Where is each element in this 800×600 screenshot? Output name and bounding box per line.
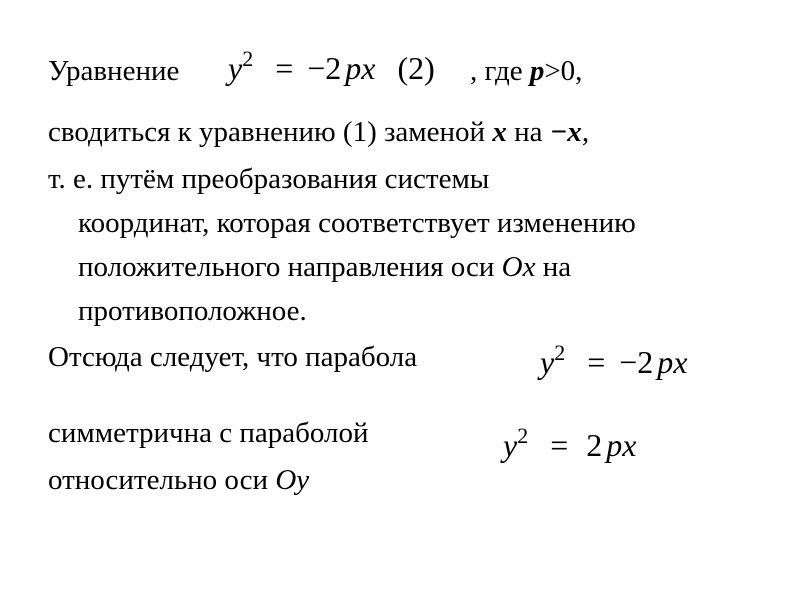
- formula-exponent: 2: [242, 46, 254, 71]
- line-opposite: [78, 297, 307, 326]
- on-text-2: на: [542, 251, 572, 283]
- comma: ,: [581, 116, 590, 148]
- hence-text: Отсюда следует, что парабола: [48, 341, 418, 373]
- transformation-text: т. е. путём преобразования системы: [48, 163, 490, 195]
- axis-oy: Oy: [275, 464, 310, 496]
- formula-y2-minus-2px-numbered: [228, 46, 435, 86]
- formula-exponent: 2: [517, 423, 529, 448]
- direction-text: положительного направления оси: [78, 251, 495, 283]
- formula-equals: =: [275, 50, 294, 86]
- formula-px: px: [657, 344, 688, 380]
- formula-coefficient: −2: [619, 344, 654, 380]
- line-symmetric: [48, 419, 369, 448]
- coordinates-text: координат, которая соответствует изменению: [78, 207, 636, 239]
- line-relative-axis: [48, 466, 309, 495]
- line-axis-direction: [78, 253, 571, 282]
- on-text: на: [514, 116, 543, 148]
- formula-var-y: y: [228, 50, 243, 86]
- line-equation-intro: [48, 57, 179, 86]
- equation-word: Уравнение: [48, 55, 180, 87]
- relative-text: относительно оси: [48, 464, 269, 496]
- formula-exponent: 2: [554, 340, 566, 365]
- formula-px: px: [345, 50, 376, 86]
- formula-coefficient: −2: [307, 50, 342, 86]
- formula-equals: =: [587, 344, 606, 380]
- where-text: , где: [470, 55, 523, 87]
- condition-text: >0,: [544, 55, 583, 87]
- formula-var-y: y: [540, 344, 555, 380]
- formula-equals: =: [550, 427, 569, 463]
- line-coordinates: [78, 209, 636, 238]
- axis-ox: Ox: [501, 251, 536, 283]
- formula-y2-2px: [503, 423, 637, 463]
- substitution-text: сводиться к уравнению (1) заменой: [48, 116, 486, 148]
- line-substitution: [48, 118, 589, 147]
- formula-number: (2): [397, 50, 435, 86]
- formula-y2-minus-2px: [540, 340, 688, 380]
- line-transformation: [48, 165, 489, 194]
- line-hence: [48, 343, 417, 372]
- var-p: p: [529, 55, 545, 87]
- symmetric-text: симметрична с параболой: [48, 417, 369, 449]
- formula-px: px: [606, 427, 637, 463]
- var-x: x: [492, 116, 507, 148]
- formula-coefficient: 2: [586, 427, 603, 463]
- formula-var-y: y: [503, 427, 518, 463]
- line-condition: [470, 57, 582, 86]
- var-minus-x: −x: [549, 116, 582, 148]
- opposite-text: противоположное.: [78, 295, 307, 327]
